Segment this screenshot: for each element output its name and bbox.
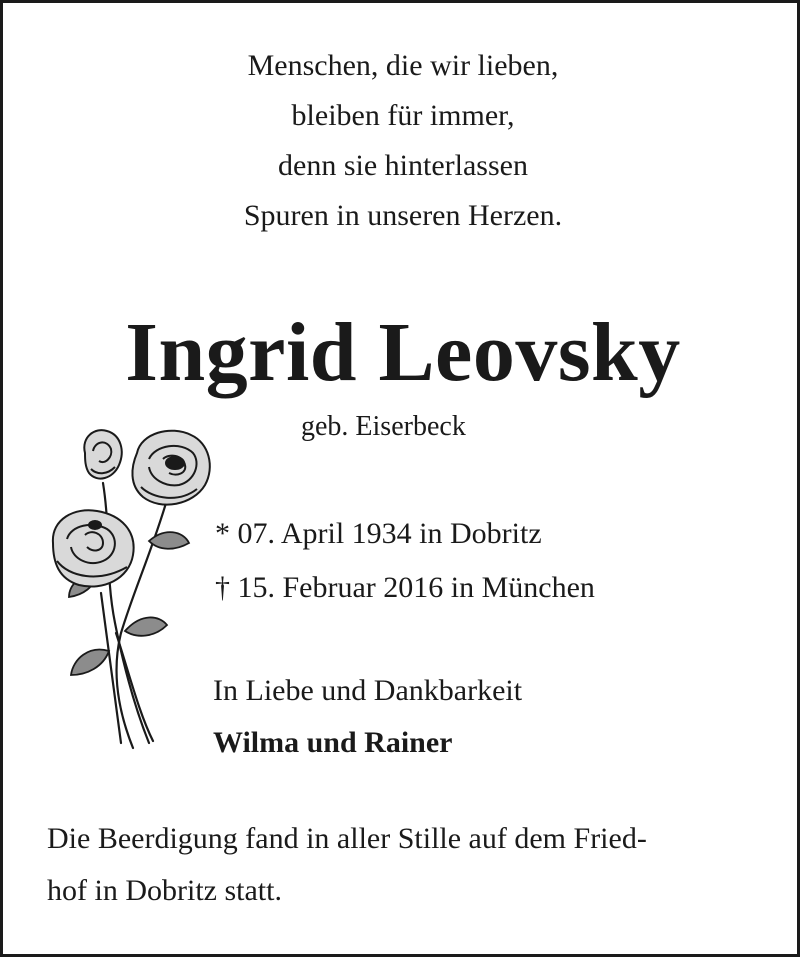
death-date: † 15. Februar 2016 in München	[215, 571, 595, 604]
signatory-names: Wilma und Rainer	[213, 726, 453, 759]
deceased-name: Ingrid Leovsky	[125, 306, 681, 399]
closing-line: In Liebe und Dankbarkeit	[213, 674, 523, 707]
poem-line-3: denn sie hinterlassen	[278, 149, 528, 182]
birth-date: * 07. April 1934 in Dobritz	[215, 517, 542, 550]
life-dates	[215, 507, 595, 615]
poem-line-2: bleiben für immer,	[291, 99, 515, 132]
notice-line-1: Die Beerdigung fand in aller Stille auf dem Fried-	[47, 822, 647, 855]
signature-block	[213, 665, 522, 769]
poem-line-1: Menschen, die wir lieben,	[247, 49, 559, 82]
birth-name: geb. Eiserbeck	[301, 411, 466, 442]
memorial-poem	[3, 41, 800, 241]
roses-icon	[41, 423, 221, 753]
poem-line-4: Spuren in unseren Herzen.	[243, 199, 563, 232]
notice-line-2: hof in Dobritz statt.	[47, 874, 282, 907]
funeral-notice	[47, 813, 767, 917]
